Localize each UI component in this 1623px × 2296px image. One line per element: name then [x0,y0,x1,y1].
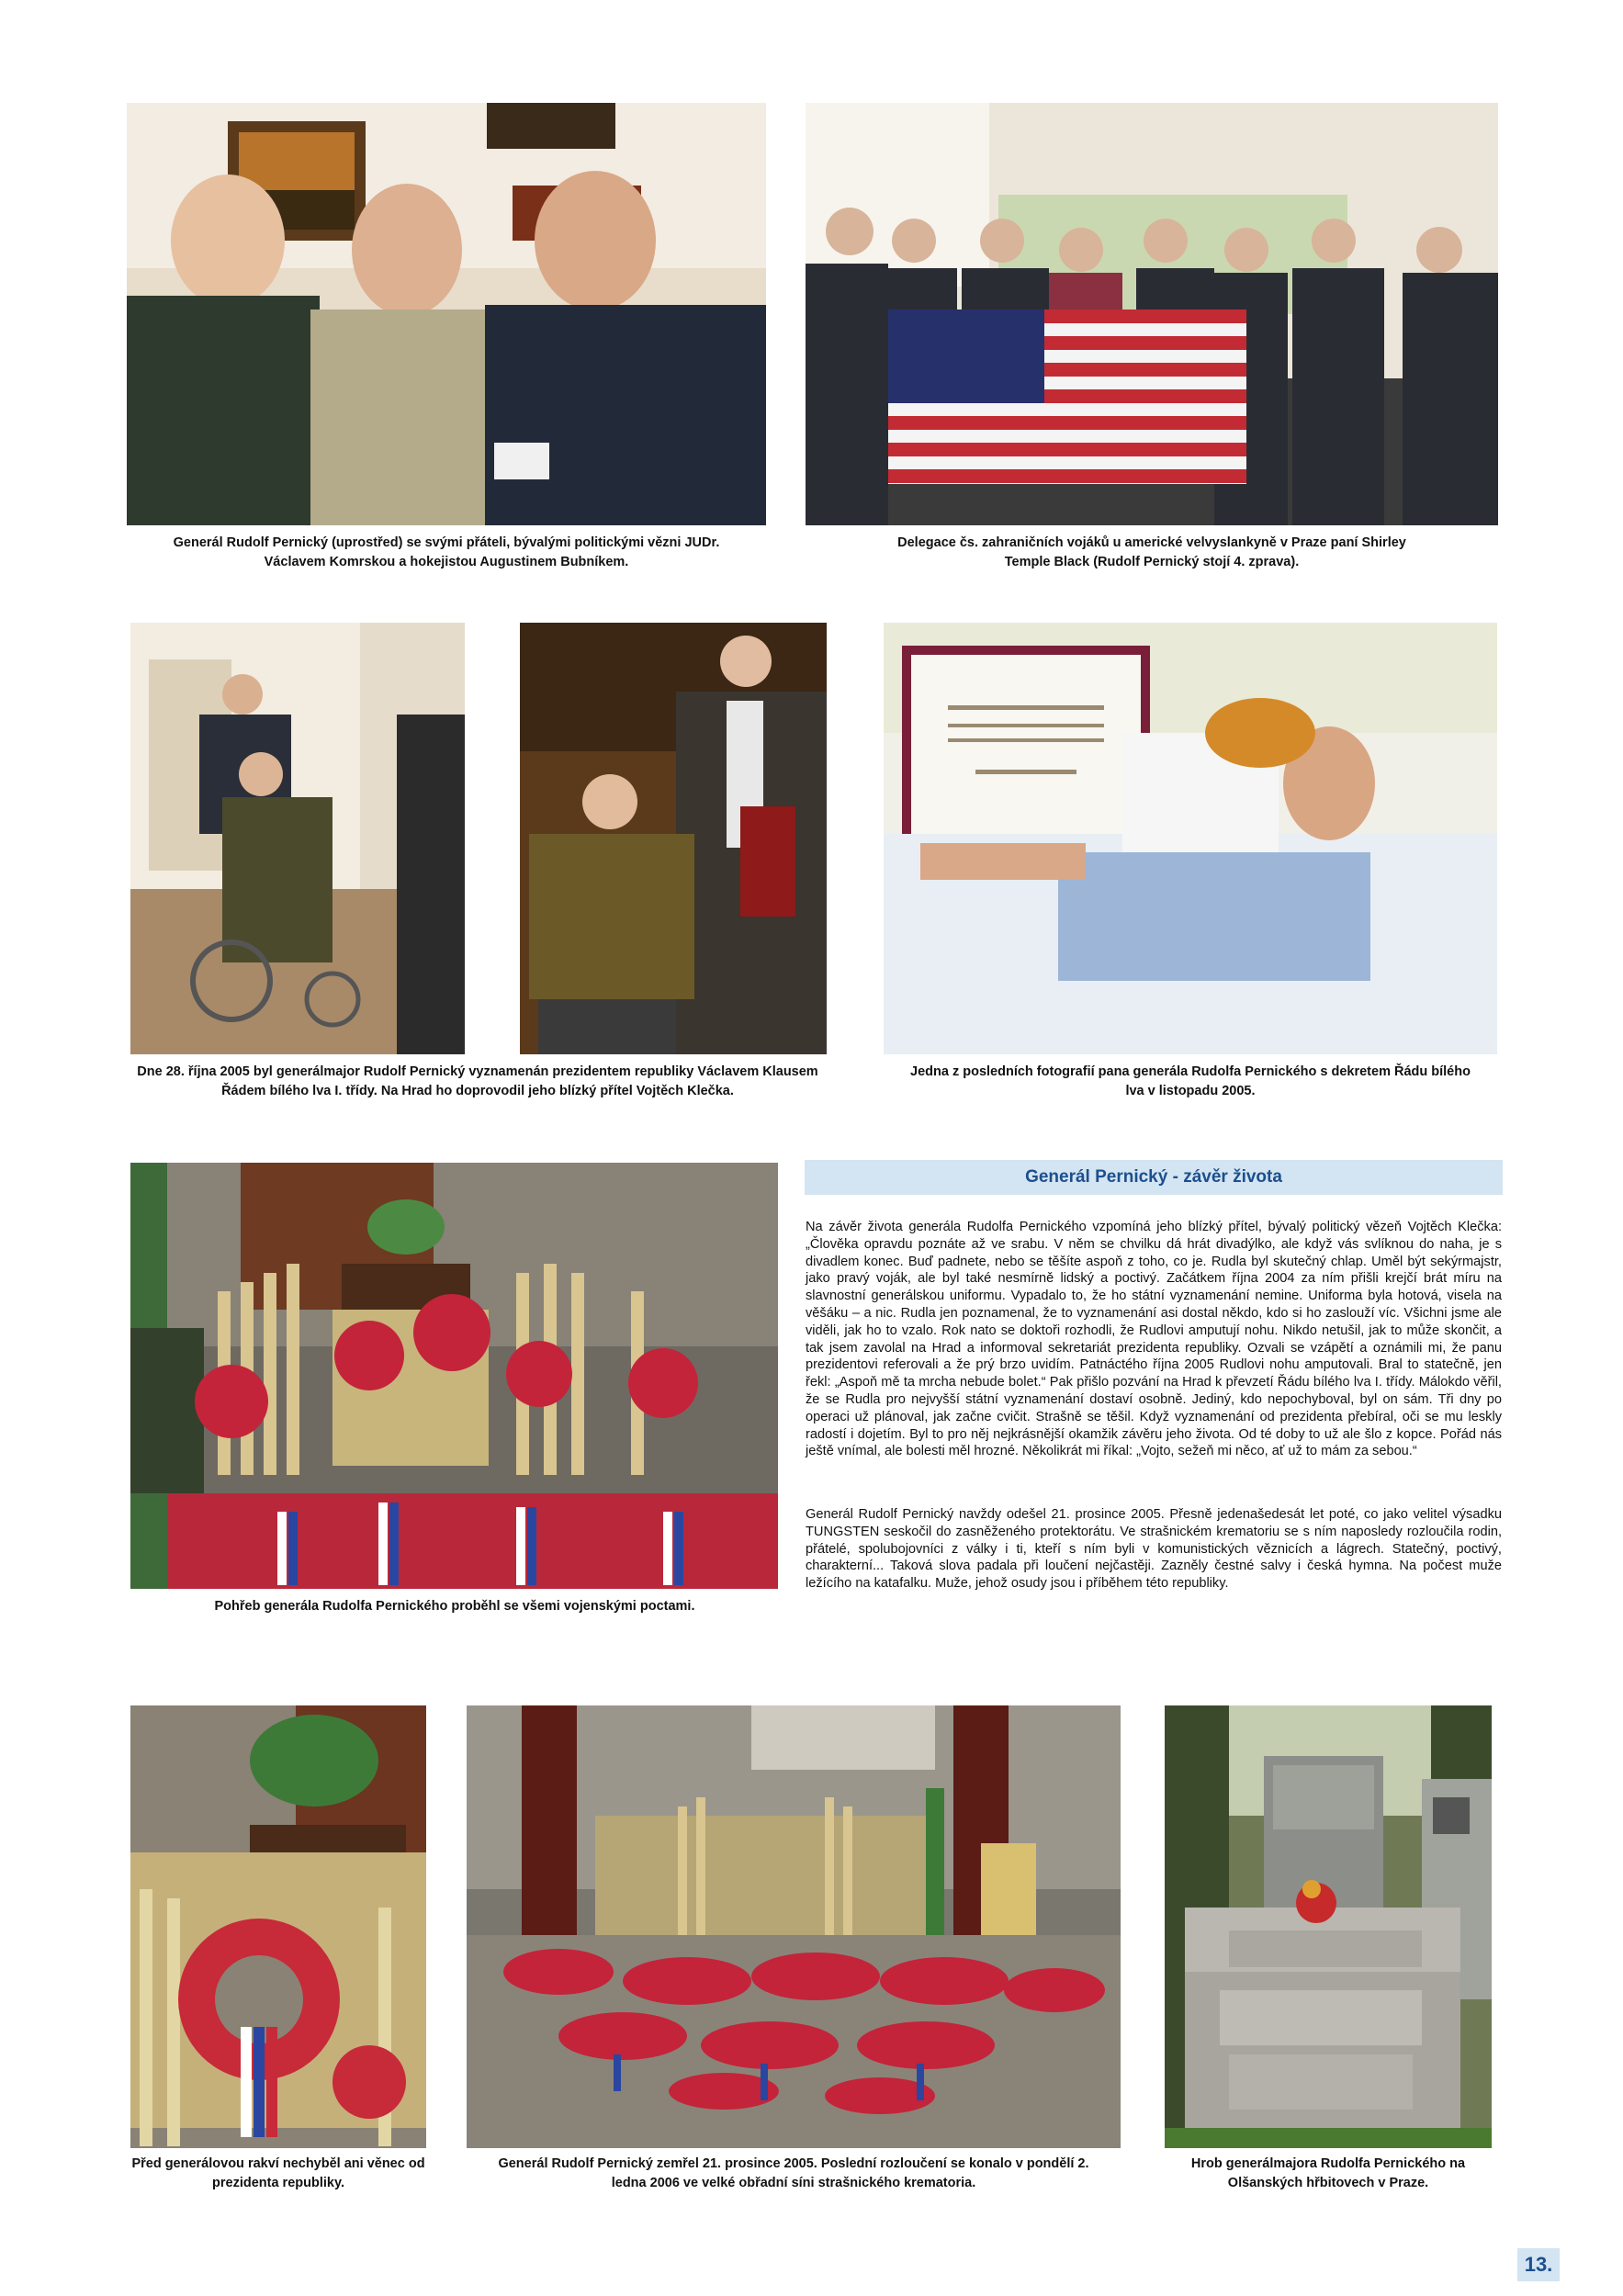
caption-three-friends: Generál Rudolf Pernický (uprostřed) se svými přáteli, bývalými politickými vězni JUDr. Václavem Komrskou a hokejistou Augustinem Bubníkem. [173,535,720,569]
coffin-wreath-photo [130,1705,426,2148]
flag-delegation-photo [806,103,1498,525]
caption-flag-delegation: Delegace čs. zahraničních vojáků u americké velvyslankyně v Praze paní Shirley Temple Black (Rudolf Pernický stojí 4. zprava). [897,535,1406,569]
funeral-hall-photo [130,1163,778,1589]
wheelchair-castle-photo [130,623,465,1054]
article-paragraph-2: Generál Rudolf Pernický navždy odešel 21. prosince 2005. Přesně jedenašedesát let poté, co jako velitel výsadku TUNGSTEN seskočil do zasněženého protektorátu. Ve strašnickém krematoriu se s ním naposledy rozloučila rodin, přátelé, spolubojovníci z války i ti, kteří s ním byli v komunistických věznicích a lágrech. Statečný, poctivý, charakterní... Taková slova padala při loučení nejčastěji. Zazněly čestné salvy i česká hymna. Na počest muže ležícího na katafalku. Muže, jehož osudy jsou i příběhem této republiky. [806,1507,1502,1592]
caption-grave: Hrob generálmajora Rudolfa Pernického na Olšanských hřbitovech v Praze. [1190,2156,1466,2190]
article-paragraph-1: Na závěr života generála Rudolfa Pernického vzpomíná jeho blízký přítel, bývalý politický vězeň Vojtěch Klečka: „Člověka opravdu poznáte až ve srabu. V něm se chvilku dá hrát divadýlko, ale když vás svlíknou do naha, je s divadlem konec. Buď padnete, nebo se těšíte aspoň z toho, co je. Rudla byl skutečný chlap. Uměl být sekýrmajstr, jako pravý voják, ale byl také nesmírně lidský a poctivý. Začátkem října 2004 za ním přišli krejčí brát míru na slavnostní generálskou uniformu. Vypadalo to, že ho státní vyznamenání nemine. Uniforma byla hotová, visela na věšáku – a nic. Rudla jen poznamenal, že to vyznamenání asi dostal někdo, kdo si ho zaslouží víc. Všichni jsme ale viděli, jak ho to vzalo. Rok nato se doktoři rozhodli, že Rudlovi amputují nohu. Nikdo netušil, jak to může skončit, a tak jsem zavolal na Hrad a informoval sekretariát prezidenta republiky. Ozvali se vzápětí a oznámili mi, že panu prezidentovi referovali a že prý brzo uvidím. Patnáctého října 2005 Rudlovi nohu amputovali. Bral to statečně, jen řekl: „Aspoň mě ta mrcha nebude bolet.“ Pak přišlo pozvání na Hrad k převzetí Řádu bílého lva I. třídy. Málokdo věřil, že se Rudla pro nejvyšší státní vyznamenání dostaví osobně. Jediný, kdo nepochyboval, byl on sám. Tři dny po operaci už plánoval, jak začne cvičit. Strašně se těšil. Když vyznamenání od prezidenta přebíral, oči se mu leskly radostí i dojetím. Byl to pro něj nejkrásnější okamžik závěru jeho života. Od té doby to už ale šlo z kopce. Pořád nás ještě vnímal, ale bolesti měl hrozné. Několikrát mi říkal: „Vojto, sežeň mi něco, ať už to mám za sebou.“ [806,1220,1502,1459]
crematorium-hall-photo [467,1705,1121,2148]
caption-award-ceremony: Dne 28. října 2005 byl generálmajor Rudolf Pernický vyznamenán prezidentem republiky Václavem Klausem Řádem bílého lva I. třídy. Na Hrad ho doprovodil jeho blízký přítel Vojtěch Klečka. [137,1064,818,1098]
award-ceremony-photo [520,623,827,1054]
caption-funeral-hall: Pohřeb generála Rudolfa Pernického proběhl se všemi vojenskými poctami. [214,1599,695,1614]
section-title: Generál Pernický - závěr života [805,1160,1503,1195]
hospital-decree-photo [884,623,1497,1054]
caption-crematorium-hall: Generál Rudolf Pernický zemřel 21. prosince 2005. Poslední rozloučení se konalo v pondělí 2. ledna 2006 ve velké obřadní síni strašnického krematoria. [498,2156,1089,2190]
caption-hospital-decree: Jedna z posledních fotografií pana generála Rudolfa Pernického s dekretem Řádu bílého lva v listopadu 2005. [910,1064,1471,1098]
caption-coffin-wreath: Před generálovou rakví nechyběl ani věnec od prezidenta republiky. [131,2156,425,2190]
grave-photo [1165,1705,1492,2148]
three-friends-photo [127,103,766,525]
page-number: 13. [1517,2248,1560,2281]
